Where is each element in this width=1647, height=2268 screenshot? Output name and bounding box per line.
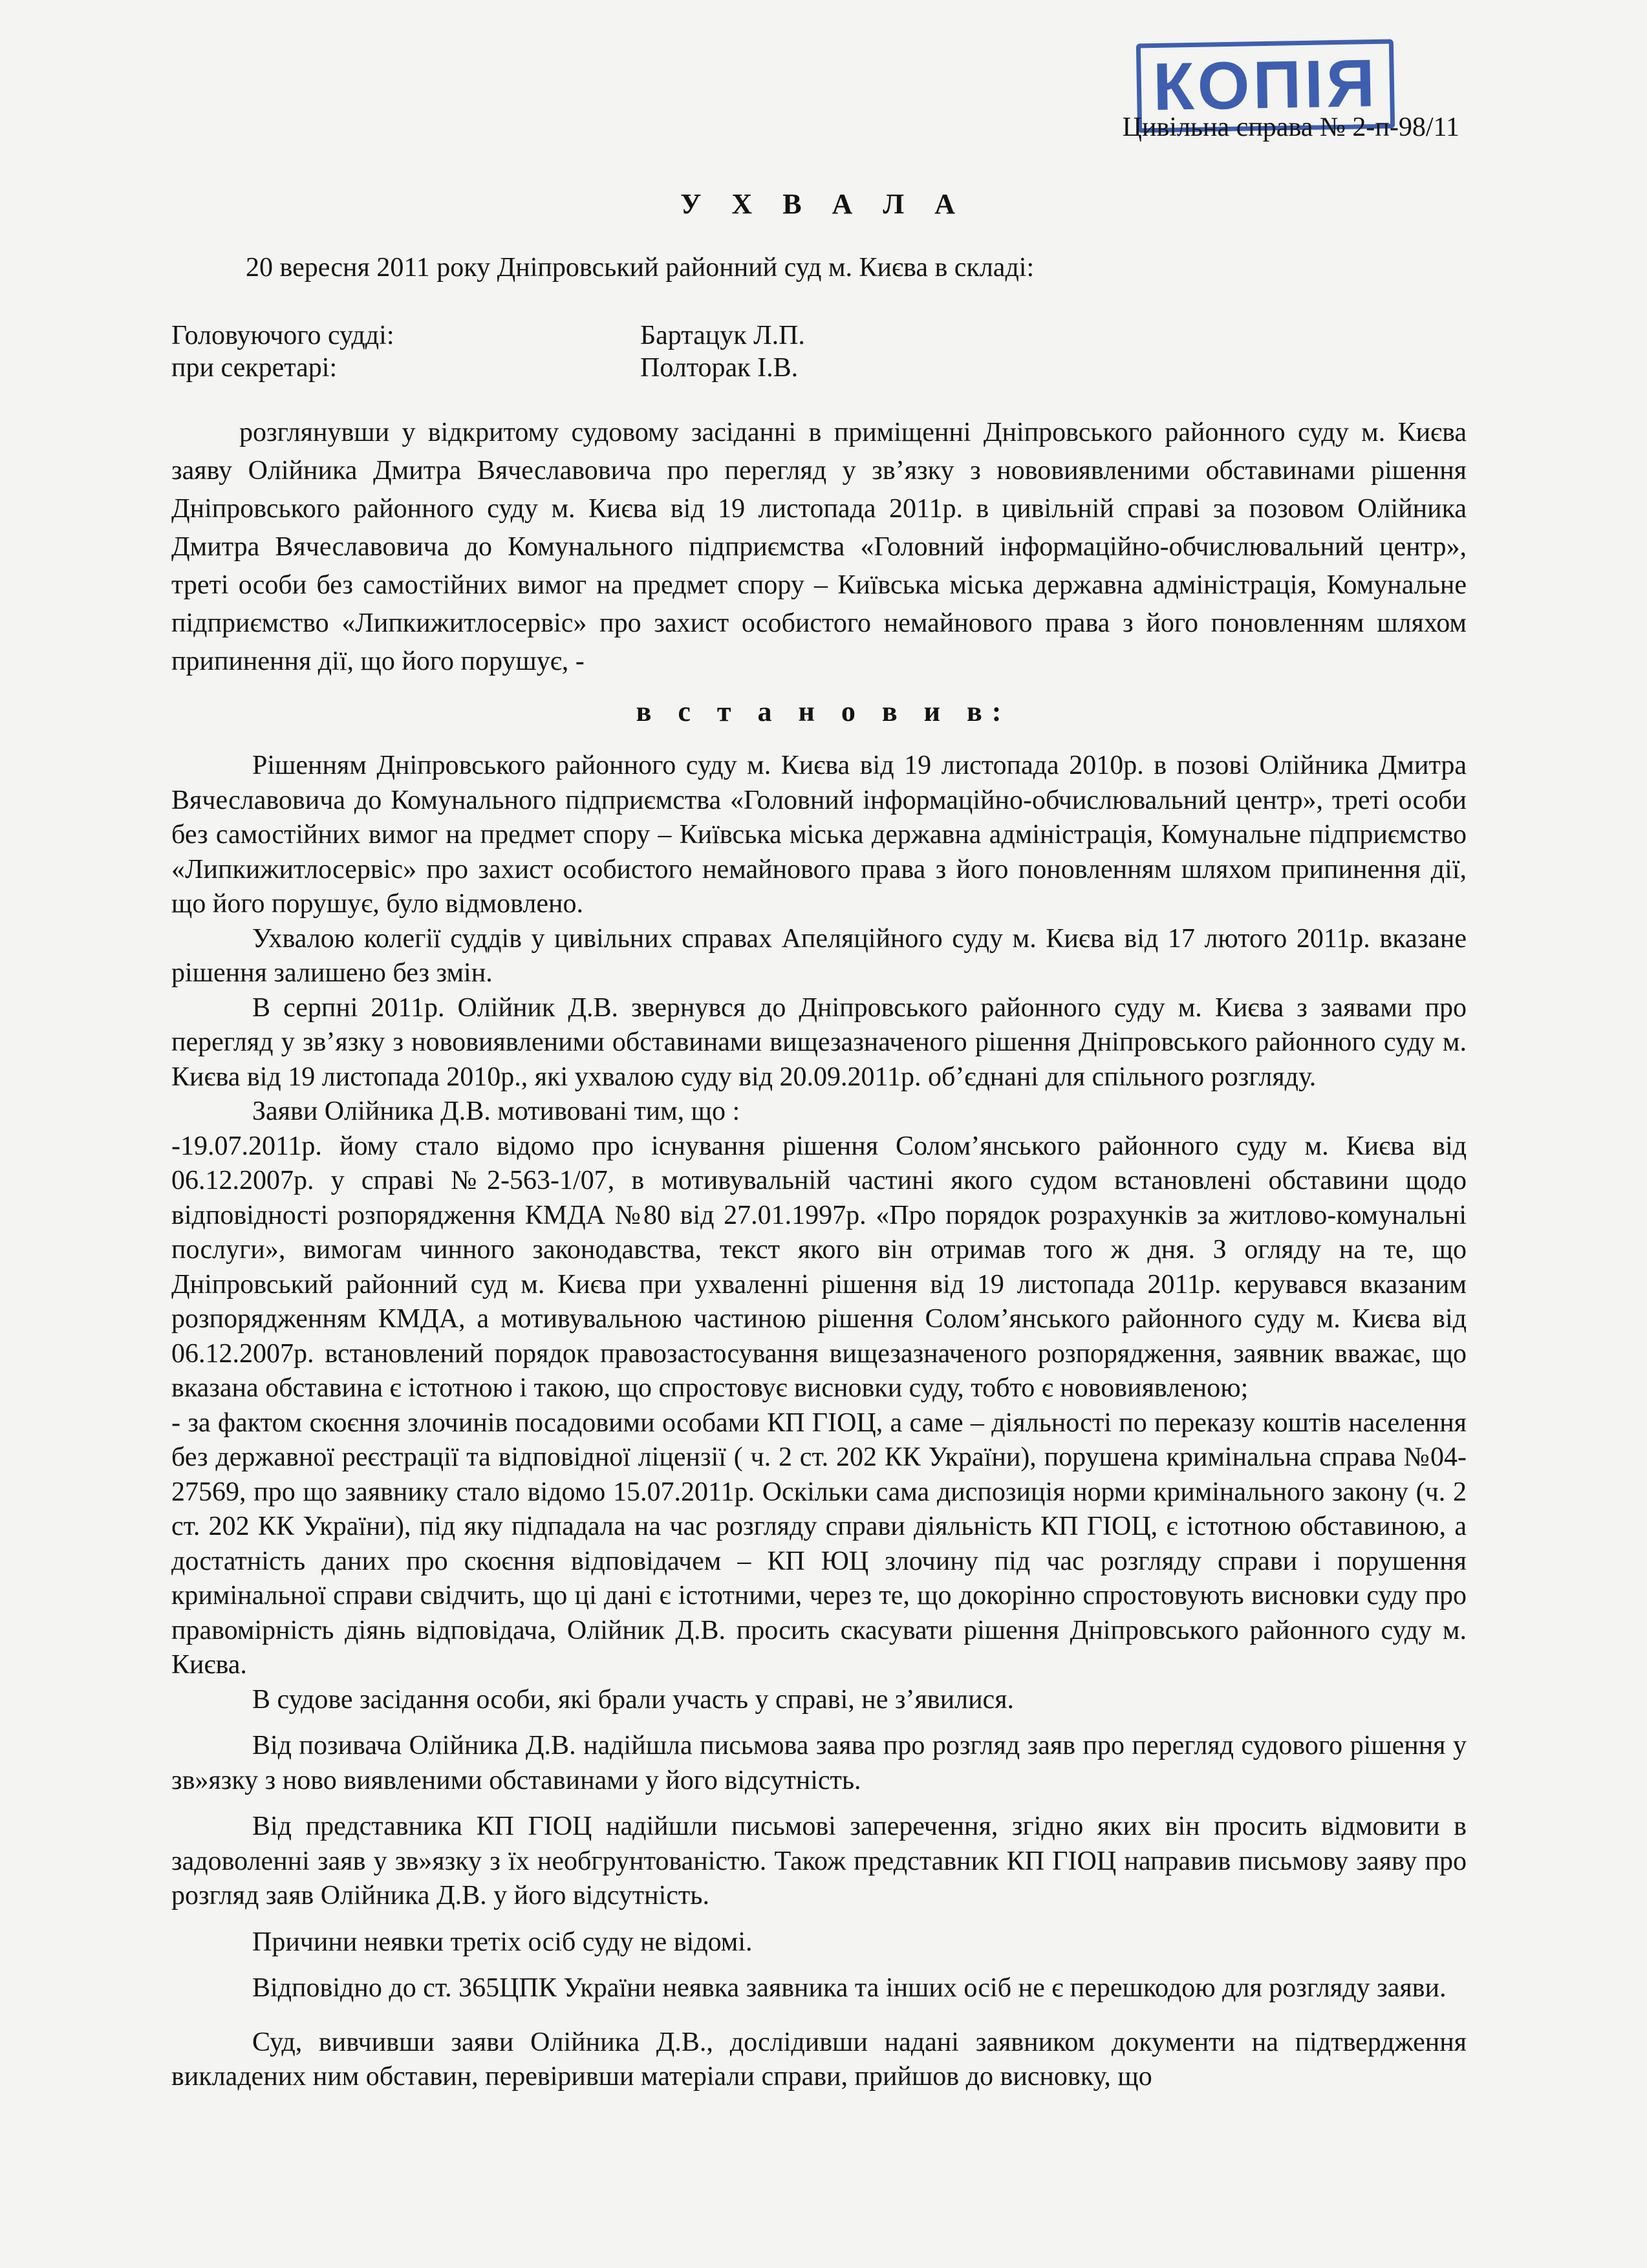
- paragraph-10: Причини неявки третіх осіб суду не відомі.: [252, 1927, 753, 1957]
- paragraph-12: Суд, вивчивши заяви Олійника Д.В., дослідивши надані заявником документи на підтвердження викладених ним обставин, перевіривши матеріали справи, прийшов до висновку, що: [171, 2027, 1467, 2091]
- intro-paragraph: розглянувши у відкритому судовому засіданні в приміщенні Дніпровського районного суду м. Києва заяву Олійника Дмитра Вячеславовича про перегляд у зв’язку з нововиявленими обставинами рішення Дніпровського районного суду м. Києва від 19 листопада 2011р. в цивільній справі за позовом Олійника Дмитра Вячеславовича до Комунального підприємства «Головний інформаційно-обчислювальний центр», треті особи без самостійних вимог на предмет спору – Київська міська державна адміністрація, Комунальне підприємство «Липкижитлосервіс» про захист особистого немайнового права з його поновленням шляхом припинення дії, що його порушує, -: [171, 418, 1467, 676]
- paragraph-5: -19.07.2011р. йому стало відомо про існування рішення Солом’янського районного суду м. Києва від 06.12.2007р. у справі №2-563-1/07, в мотивувальній частині якого судом встановлені обставини щодо відповідності розпорядження КМДА №80 від 27.01.1997р. «Про порядок розрахунків за житлово-комунальні послуги», вимогам чинного законодавства, текст якого він отримав того ж дня. З огляду на те, що Дніпровський районний суд м. Києва при ухваленні рішення від 19 листопада 2011р. керувався вказаним розпорядженням КМДА, а мотивувальною частиною рішення Солом’янського районного суду м. Києва від 06.12.2007р. встановлений порядок правозастосування вищезазначеного розпорядження, заявник вважає, що вказана обставина є істотною і такою, що спростовує висновки суду, тобто є нововиявленою;: [171, 1131, 1467, 1403]
- paragraph-8: Від позивача Олійника Д.В. надійшла письмова заява про розгляд заяв про перегляд судового рішення у зв»язку з ново виявленими обставинами у його відсутність.: [171, 1731, 1467, 1795]
- paragraph-1: Рішенням Дніпровського районного суду м. Києва від 19 листопада 2010р. в позові Олійника Дмитра Вячеславовича до Комунального підприємства «Головний інформаційно-обчислювальний центр», треті особи без самостійних вимог на предмет спору – Київська міська державна адміністрація, Комунальне підприємство «Липкижитлосервіс» про захист особистого немайнового права з його поновленням шляхом припинення дії, що його порушує, було відмовлено.: [171, 751, 1467, 919]
- copy-stamp: КОПІЯ: [1136, 39, 1395, 133]
- case-number: Цивільна справа № 2-п-98/11: [1122, 112, 1459, 142]
- paragraph-11: Відповідно до ст. 365ЦПК України неявка заявника та інших осіб не є перешкодою для розгляду заяви.: [252, 1973, 1447, 2003]
- intro-section: [171, 414, 1467, 681]
- paragraph-6: - за фактом скоєння злочинів посадовими особами КП ГІОЦ, а саме – діяльності по переказу коштів населення без державної реєстрації та відповідної ліцензії ( ч. 2 ст. 202 КК України), порушена кримінальна справа №04-27569, про що заявнику стало відомо 15.07.2011р. Оскільки сама диспозиція норми кримінального закону (ч. 2 ст. 202 КК України), під яку підпадала на час розгляду справи діяльність КП ГІОЦ, є істотною обставиною, а достатність даних про скоєння відповідачем – КП ЮЦ злочину під час розгляду справи і порушення кримінальної справи свідчить, що ці дані є істотними, через те, що докорінно спростовують висновки суду про правомірність діянь відповідача, Олійник Д.В. просить скасувати рішення Дніпровського районного суду м. Києва.: [171, 1407, 1467, 1680]
- established-heading: в с т а н о в и в:: [636, 696, 1011, 727]
- presiding-judge-name: Бартацук Л.П.: [640, 321, 805, 350]
- paragraph-7: В судове засідання особи, які брали участь у справі, не з’явилися.: [252, 1684, 1015, 1715]
- paragraph-3: В серпні 2011р. Олійник Д.В. звернувся до Дніпровського районного суду м. Києва з заявами про перегляд у зв’язку з нововиявленими обставинами вищезазначеного рішення Дніпровського районного суду м. Києва від 19 листопада 2010р., які ухвалою суду від 20.09.2011р. об’єднані для спільного розгляду.: [171, 992, 1467, 1092]
- document-title: У Х В А Л А: [680, 188, 967, 220]
- ruling-body: [171, 749, 1467, 2095]
- presiding-judge-label: Головуючого судді:: [171, 321, 394, 350]
- paragraph-2: Ухвалою колегії суддів у цивільних справах Апеляційного суду м. Києва від 17 лютого 2011р. вказане рішення залишено без змін.: [171, 923, 1467, 988]
- court-date-line: 20 вересня 2011 року Дніпровський районний суд м. Києва в складі:: [246, 253, 1035, 283]
- paragraph-4: Заяви Олійника Д.В. мотивовані тим, що :: [252, 1097, 740, 1126]
- secretary-label: при секретарі:: [171, 353, 338, 383]
- paragraph-9: Від представника КП ГІОЦ надійшли письмові заперечення, згідно яких він просить відмовити в задоволенні заяв у зв»язку з їх необгрунтованістю. Також представник КП ГІОЦ направив письмову заяву про розгляд заяв Олійника Д.В. у його відсутність.: [171, 1812, 1467, 1910]
- secretary-name: Полторак І.В.: [640, 353, 799, 383]
